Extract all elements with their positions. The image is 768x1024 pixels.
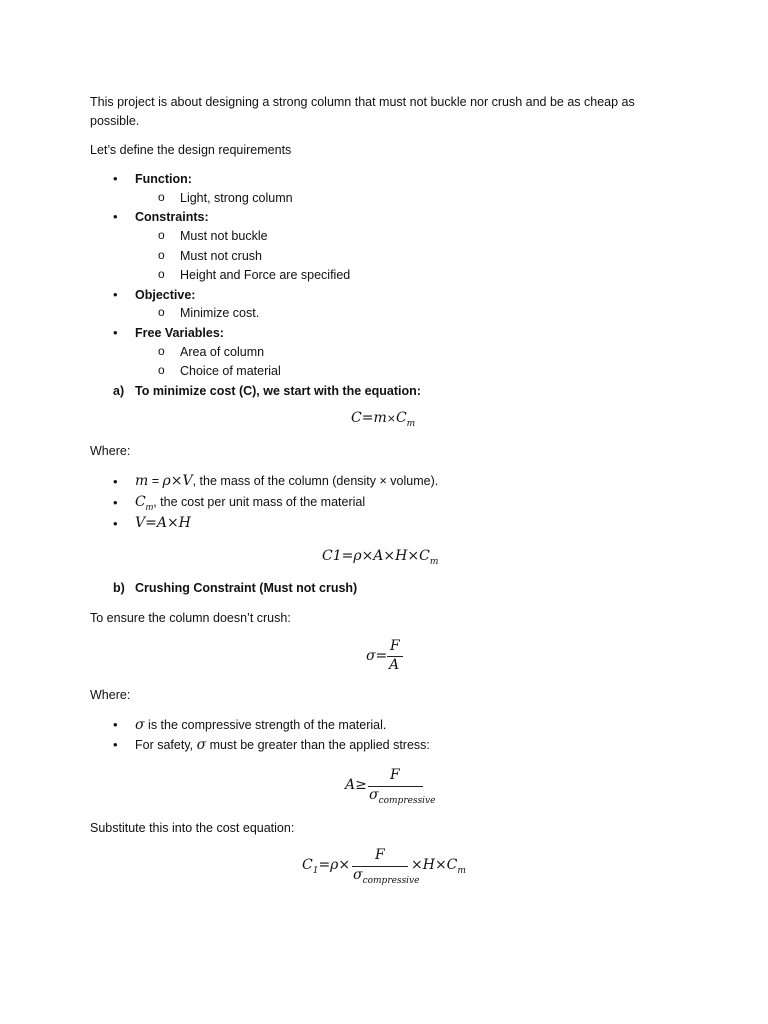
substitute-text: Substitute this into the cost equation: xyxy=(90,821,295,835)
definition-cost-per-mass: $C_m$, the cost per unit mass of the material xyxy=(135,494,366,512)
equation-cost: $C=m\times C_m$ xyxy=(351,410,416,429)
define-requirements-text: Let’s define the design requirements xyxy=(90,143,292,157)
section-b-marker: b) xyxy=(113,581,125,595)
sub-bullet: o xyxy=(158,267,165,281)
sub-bullet: o xyxy=(158,248,165,262)
sub-bullet: o xyxy=(158,363,165,377)
constraints-item-2: Must not crush xyxy=(180,249,262,263)
function-label: Function: xyxy=(135,172,192,186)
definition-sigma: σ is the compressive strength of the material. xyxy=(135,717,387,733)
section-a-marker: a) xyxy=(113,384,125,398)
equation-area-numerator: F xyxy=(390,767,400,783)
objective-item-1: Minimize cost. xyxy=(180,306,260,320)
section-b-heading: Crushing Constraint (Must not crush) xyxy=(135,581,358,595)
equation-area-denominator: $\sigma_{compressive}$ xyxy=(369,787,436,806)
bullet: • xyxy=(113,287,118,302)
bullet: • xyxy=(113,516,118,531)
bullet: • xyxy=(113,737,118,752)
definition-volume: V=A×H xyxy=(135,515,191,531)
equation-final-numerator: F xyxy=(375,847,385,863)
intro-line-2: possible. xyxy=(90,114,140,128)
free-variables-item-2: Choice of material xyxy=(180,364,281,378)
sub-bullet: o xyxy=(158,305,165,319)
where-label-2: Where: xyxy=(90,688,131,702)
bullet: • xyxy=(113,474,118,489)
equation-final-lhs: $C_1=\rho\times$ xyxy=(302,857,351,876)
equation-stress-numerator: F xyxy=(390,638,400,654)
equation-final-rhs: $\times H\times C_m$ xyxy=(411,857,466,876)
crush-intro-text: To ensure the column doesn’t crush: xyxy=(90,611,291,625)
equation-cost-expanded: $C1=\rho\times A\times H\times C_m$ xyxy=(322,548,439,567)
objective-label: Objective: xyxy=(135,288,196,302)
definition-safety: For safety, σ must be greater than the applied stress: xyxy=(135,737,430,753)
free-variables-item-1: Area of column xyxy=(180,345,265,359)
equation-stress-lhs: σ= xyxy=(366,648,388,664)
where-label-1: Where: xyxy=(90,444,131,458)
bullet: • xyxy=(113,171,118,186)
constraints-item-1: Must not buckle xyxy=(180,229,268,243)
function-item-1: Light, strong column xyxy=(180,191,293,205)
sub-bullet: o xyxy=(158,344,165,358)
equation-area-lhs: A≥ xyxy=(345,777,367,793)
constraints-label: Constraints: xyxy=(135,210,209,224)
bullet: • xyxy=(113,209,118,224)
constraints-item-3: Height and Force are specified xyxy=(180,268,351,282)
equation-stress-denominator: A xyxy=(389,657,400,673)
equation-final-denominator: $\sigma_{compressive}$ xyxy=(353,867,420,886)
sub-bullet: o xyxy=(158,190,165,204)
definition-mass: m = ρ×V, the mass of the column (density × volume). xyxy=(135,473,439,489)
bullet: • xyxy=(113,717,118,732)
free-variables-label: Free Variables: xyxy=(135,326,224,340)
intro-line-1: This project is about designing a strong column that must not buckle nor crush and be as cheap as xyxy=(90,95,635,109)
sub-bullet: o xyxy=(158,228,165,242)
bullet: • xyxy=(113,495,118,510)
section-a-heading: To minimize cost (C), we start with the equation: xyxy=(135,384,421,398)
bullet: • xyxy=(113,325,118,340)
